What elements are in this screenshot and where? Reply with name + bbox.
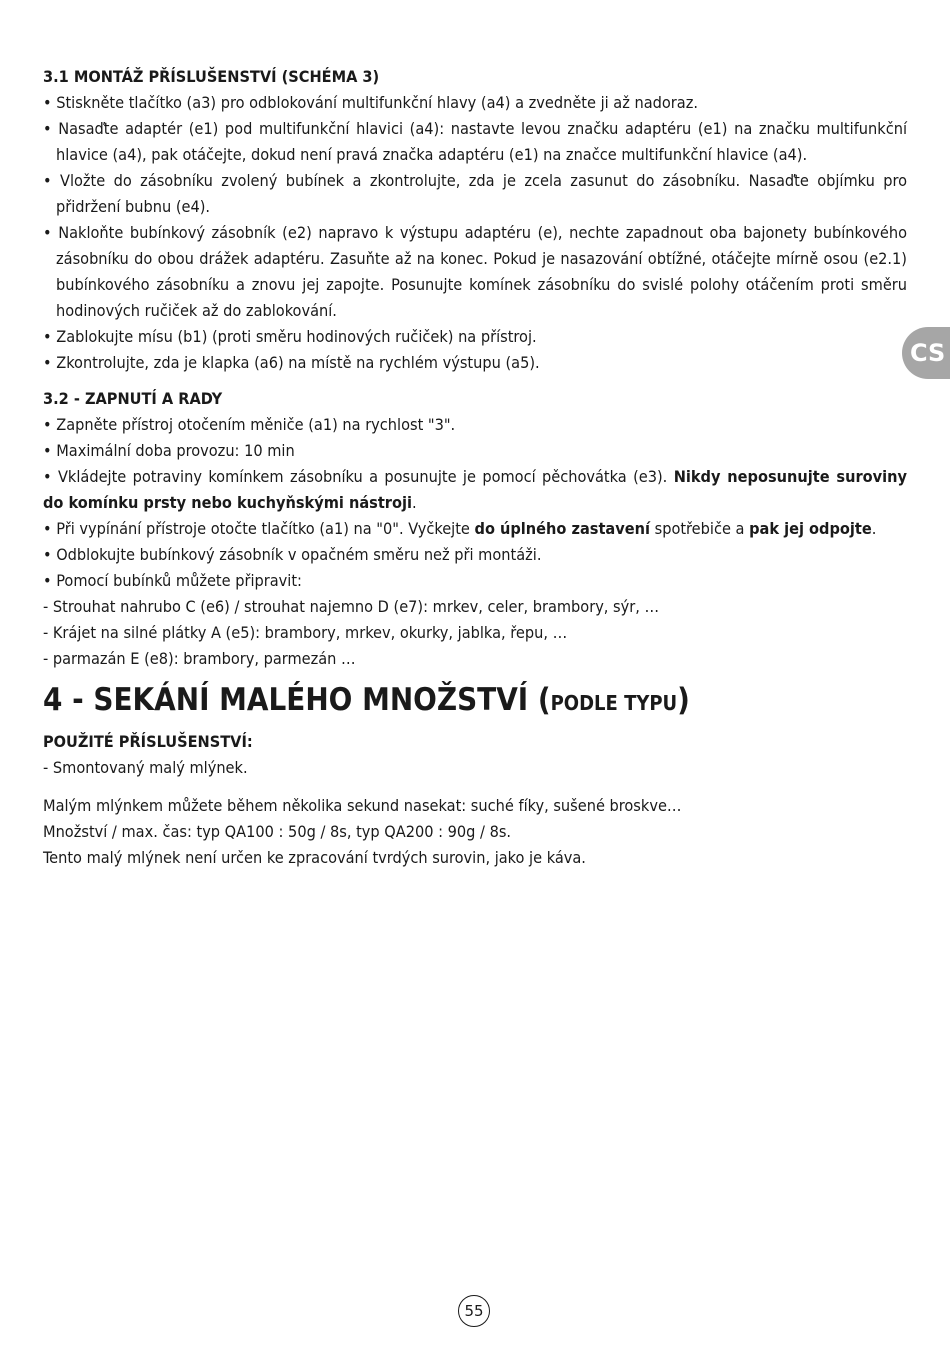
mini-chopper-text: Tento malý mlýnek není určen ke zpracování tvrdých surovin, jako je káva. xyxy=(43,848,586,867)
bullet-end: . xyxy=(411,493,417,512)
section-4-title-type: PODLE TYPU xyxy=(550,691,678,715)
bullet-text: • Vkládejte potraviny komínkem zásobníku a posunujte je pomocí pěchovátka (e3). xyxy=(43,467,674,486)
bullet-end: . xyxy=(871,519,877,538)
section-3-1-bullet: • Zkontrolujte, zda je klapka (a6) na místě na rychlém výstupu (a5). xyxy=(43,353,540,372)
section-3-2-bullet: • Pomocí bubínků můžete připravit: xyxy=(43,571,302,590)
accessory-item: - Smontovaný malý mlýnek. xyxy=(43,758,248,777)
section-3-2-bullet: • Odblokujte bubínkový zásobník v opačném směru než při montáži. xyxy=(43,545,542,564)
section-3-2-bullet: • Zapněte přístroj otočením měniče (a1) na rychlost "3". xyxy=(43,415,456,434)
section-3-1-bullet: • Zablokujte mísu (b1) (proti směru hodinových ručiček) na přístroj. xyxy=(43,327,537,346)
section-3-1-bullet: • Stiskněte tlačítko (a3) pro odblokování multifunkční hlavy (a4) a zvedněte ji až nadoraz. xyxy=(43,93,698,112)
bullet-text: • Při vypínání přístroje otočte tlačítko (a1) na "0". Vyčkejte xyxy=(43,519,475,538)
section-3-2-bullet: • Maximální doba provozu: 10 min xyxy=(43,441,295,460)
drum-usage-item: - Strouhat nahrubo C (e6) / strouhat najemno D (e7): mrkev, celer, brambory, sýr, … xyxy=(43,597,660,616)
drum-usage-item: - Krájet na silné plátky A (e5): brambory, mrkev, okurky, jablka, řepu, … xyxy=(43,623,568,642)
section-3-1-heading: 3.1 MONTÁŽ PŘÍSLUŠENSTVÍ (SCHÉMA 3) xyxy=(43,67,380,86)
mini-chopper-text: Malým mlýnkem můžete během několika sekund nasekat: suché fíky, sušené broskve… xyxy=(43,796,682,815)
section-3-2-heading: 3.2 - ZAPNUTÍ A RADY xyxy=(43,389,223,408)
language-tab: CS xyxy=(902,327,950,379)
section-3-2-bullet-warning xyxy=(43,464,907,516)
bullet-bold-text: do úplného zastavení xyxy=(474,519,650,538)
accessories-subheading: POUŽITÉ PŘÍSLUŠENSTVÍ: xyxy=(43,732,253,751)
section-3-1-bullet: • Nakloňte bubínkový zásobník (e2) napravo k výstupu adaptéru (e), nechte zapadnout oba bajonety bubínkového zásobníku do obou drážek adaptéru. Zasuňte až na konec. Pokud je nasazování obtížné, otáčejte mírně osou (e2.1) bubínkového zásobníku a znovu jej zapojte. Posunujte komínek zásobníku do svislé polohy otáčením proti směru hodinových ručiček až do zablokování. xyxy=(43,223,907,320)
section-4-title-main: 4 - SEKÁNÍ MALÉHO MNOŽSTVÍ ( xyxy=(43,682,551,718)
bullet-text: spotřebiče a xyxy=(649,519,750,538)
drum-usage-item: - parmazán E (e8): brambory, parmezán … xyxy=(43,649,356,668)
section-3-2-bullet-switch-off xyxy=(43,516,907,542)
page-number: 55 xyxy=(458,1295,490,1327)
section-3-1-bullet: • Nasaďte adaptér (e1) pod multifunkční hlavici (a4): nastavte levou značku adaptéru (e1) na značku multifunkční hlavice (a4), pak otáčejte, dokud není pravá značka adaptéru (e1) na značce multifunkční hlavice (a4). xyxy=(43,119,907,164)
mini-chopper-text: Množství / max. čas: typ QA100 : 50g / 8s, typ QA200 : 90g / 8s. xyxy=(43,822,512,841)
section-3-1-bullet: • Vložte do zásobníku zvolený bubínek a zkontrolujte, zda je zcela zasunut do zásobníku. Nasaďte objímku pro přidržení bubnu (e4). xyxy=(43,171,907,216)
page-content xyxy=(43,64,907,871)
bullet-bold-text: pak jej odpojte xyxy=(749,519,872,538)
section-4-title xyxy=(43,680,907,723)
section-4-title-end: ) xyxy=(677,682,690,718)
bullet-bold-text: Nikdy neposunujte suroviny do komínku prsty nebo kuchyňskými nástroji xyxy=(43,467,908,512)
